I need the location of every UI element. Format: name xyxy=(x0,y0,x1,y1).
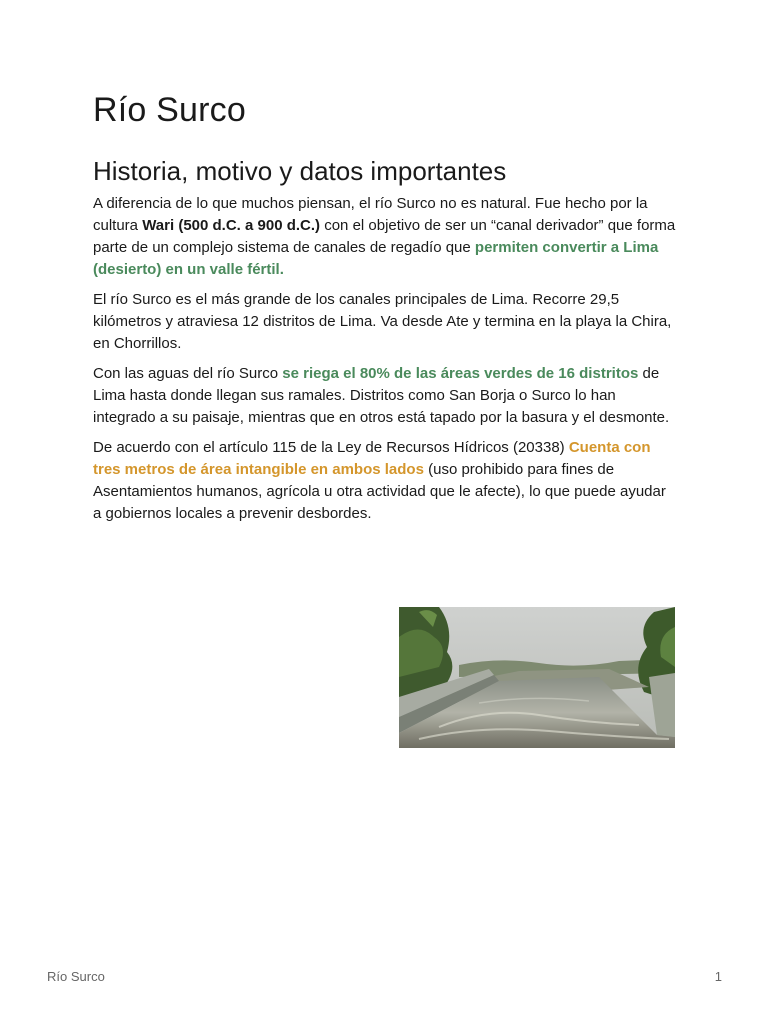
p3-text-1: Con las aguas del río Surco xyxy=(93,365,283,382)
paragraph-4 xyxy=(93,437,678,525)
p3-text-2: de Lima hasta donde llegan sus ramales. Distritos como San Borja o Surco lo han integrado a su paisaje, mientras que en otros está tapado por la basura y el desmonte. xyxy=(93,365,670,426)
document-title: Río Surco xyxy=(93,91,246,129)
p4-text-1: De acuerdo con el artículo 115 de la Ley de Recursos Hídricos (20338) xyxy=(93,439,569,456)
p1-text-2: con el objetivo de ser un “canal derivador” que forma parte de un complejo sistema de canales de regadío que xyxy=(93,217,676,256)
p1-bold-wari: Wari (500 d.C. a 900 d.C.) xyxy=(142,217,321,234)
p1-green-highlight: permiten convertir a Lima (desierto) en un valle fértil xyxy=(93,239,659,278)
p3-green-highlight: se riega el 80% de las áreas verdes de 16 distritos xyxy=(282,365,639,382)
paragraph-2: El río Surco es el más grande de los canales principales de Lima. Recorre 29,5 kilómetros y atraviesa 12 distritos de Lima. Va desde Ate y termina en la playa la Chira, en Chorrillos. xyxy=(93,291,672,352)
river-photo-image xyxy=(399,607,675,748)
p1-text-3: . xyxy=(279,261,284,278)
paragraph-1 xyxy=(93,193,678,281)
river-photo xyxy=(399,607,675,748)
p4-orange-highlight: Cuenta con tres metros de área intangible en ambos lados xyxy=(93,439,651,478)
page-number: 1 xyxy=(714,969,722,984)
p4-text-2: (uso prohibido para fines de Asentamientos humanos, agrícola u otra actividad que le afecte), lo que puede ayudar a gobiernos locales a prevenir desbordes. xyxy=(93,461,666,522)
section-heading: Historia, motivo y datos importantes xyxy=(93,156,507,186)
document-body xyxy=(93,88,678,525)
paragraph-3 xyxy=(93,363,678,429)
p1-text-1: A diferencia de lo que muchos piensan, el río Surco no es natural. Fue hecho por la cultura xyxy=(93,195,648,234)
footer-title: Río Surco xyxy=(47,969,105,984)
